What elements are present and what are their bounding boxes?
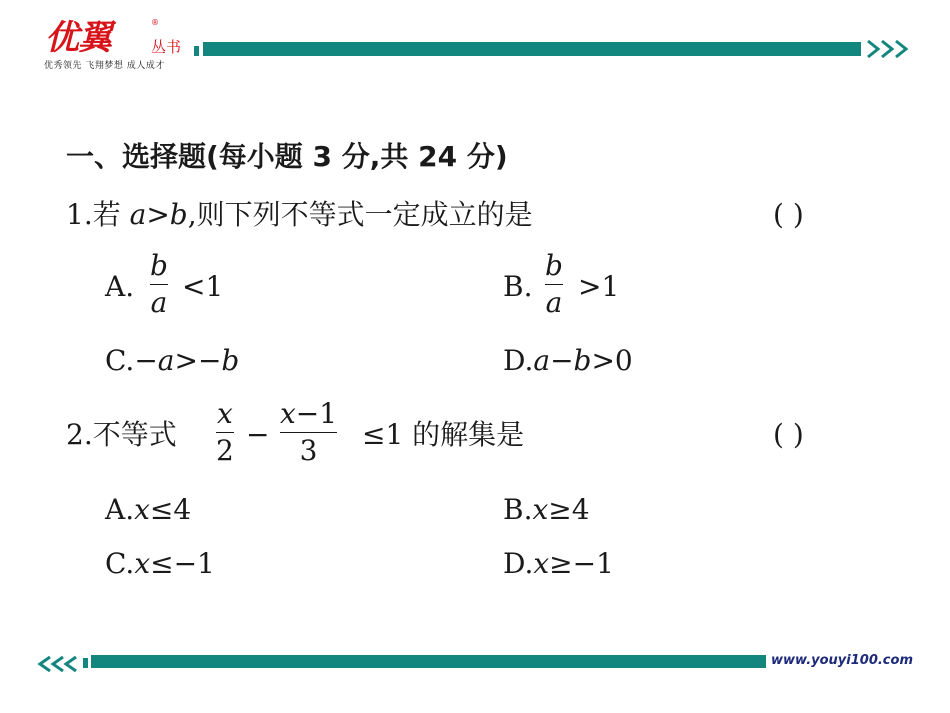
- footer-bar: [91, 655, 766, 668]
- option-d: D.x≥−1: [503, 547, 614, 580]
- option-a-fraction: b a: [150, 249, 168, 319]
- question-number: 1.: [66, 198, 93, 231]
- option-c: C.−a>−b: [105, 344, 240, 377]
- question-2-fraction-2: x−1 3: [280, 397, 338, 467]
- registered-mark: ®: [151, 18, 159, 27]
- header-bar: [203, 42, 861, 56]
- forward-chevrons-icon: [864, 38, 916, 60]
- slogan: 优秀领先 飞翔梦想 成人成才: [44, 61, 165, 71]
- option-a: A.x≤4: [105, 493, 192, 526]
- header-bar-accent: [194, 46, 199, 56]
- answer-blank: ( ): [773, 418, 804, 451]
- section-title: 一、选择题(每小题 3 分,共 24 分): [66, 140, 508, 173]
- question-2-suffix: ≤1 的解集是: [362, 418, 525, 451]
- option-a-rest: <1: [182, 270, 224, 303]
- series-label: 丛书: [151, 38, 182, 56]
- option-b-rest: >1: [578, 270, 620, 303]
- question-1-stem: 1.若 a>b,则下列不等式一定成立的是: [66, 198, 533, 231]
- option-d: D.a−b>0: [503, 344, 633, 377]
- option-b: B.x≥4: [503, 493, 590, 526]
- option-a-label: A.: [105, 270, 135, 303]
- question-2-minus: −: [246, 418, 270, 451]
- option-c: C.x≤−1: [105, 547, 215, 580]
- back-chevrons-icon: [36, 654, 82, 674]
- website-link[interactable]: www.youyi100.com: [771, 653, 913, 668]
- option-b-fraction: b a: [545, 249, 563, 319]
- footer-bar-accent: [83, 658, 88, 668]
- question-2-prefix: 2.不等式: [66, 418, 177, 451]
- question-2-fraction-1: x 2: [216, 397, 234, 467]
- answer-blank: ( ): [773, 198, 804, 231]
- option-b-label: B.: [503, 270, 533, 303]
- brand-logo: 优翼: [45, 18, 111, 58]
- question-number: 2.: [66, 418, 93, 451]
